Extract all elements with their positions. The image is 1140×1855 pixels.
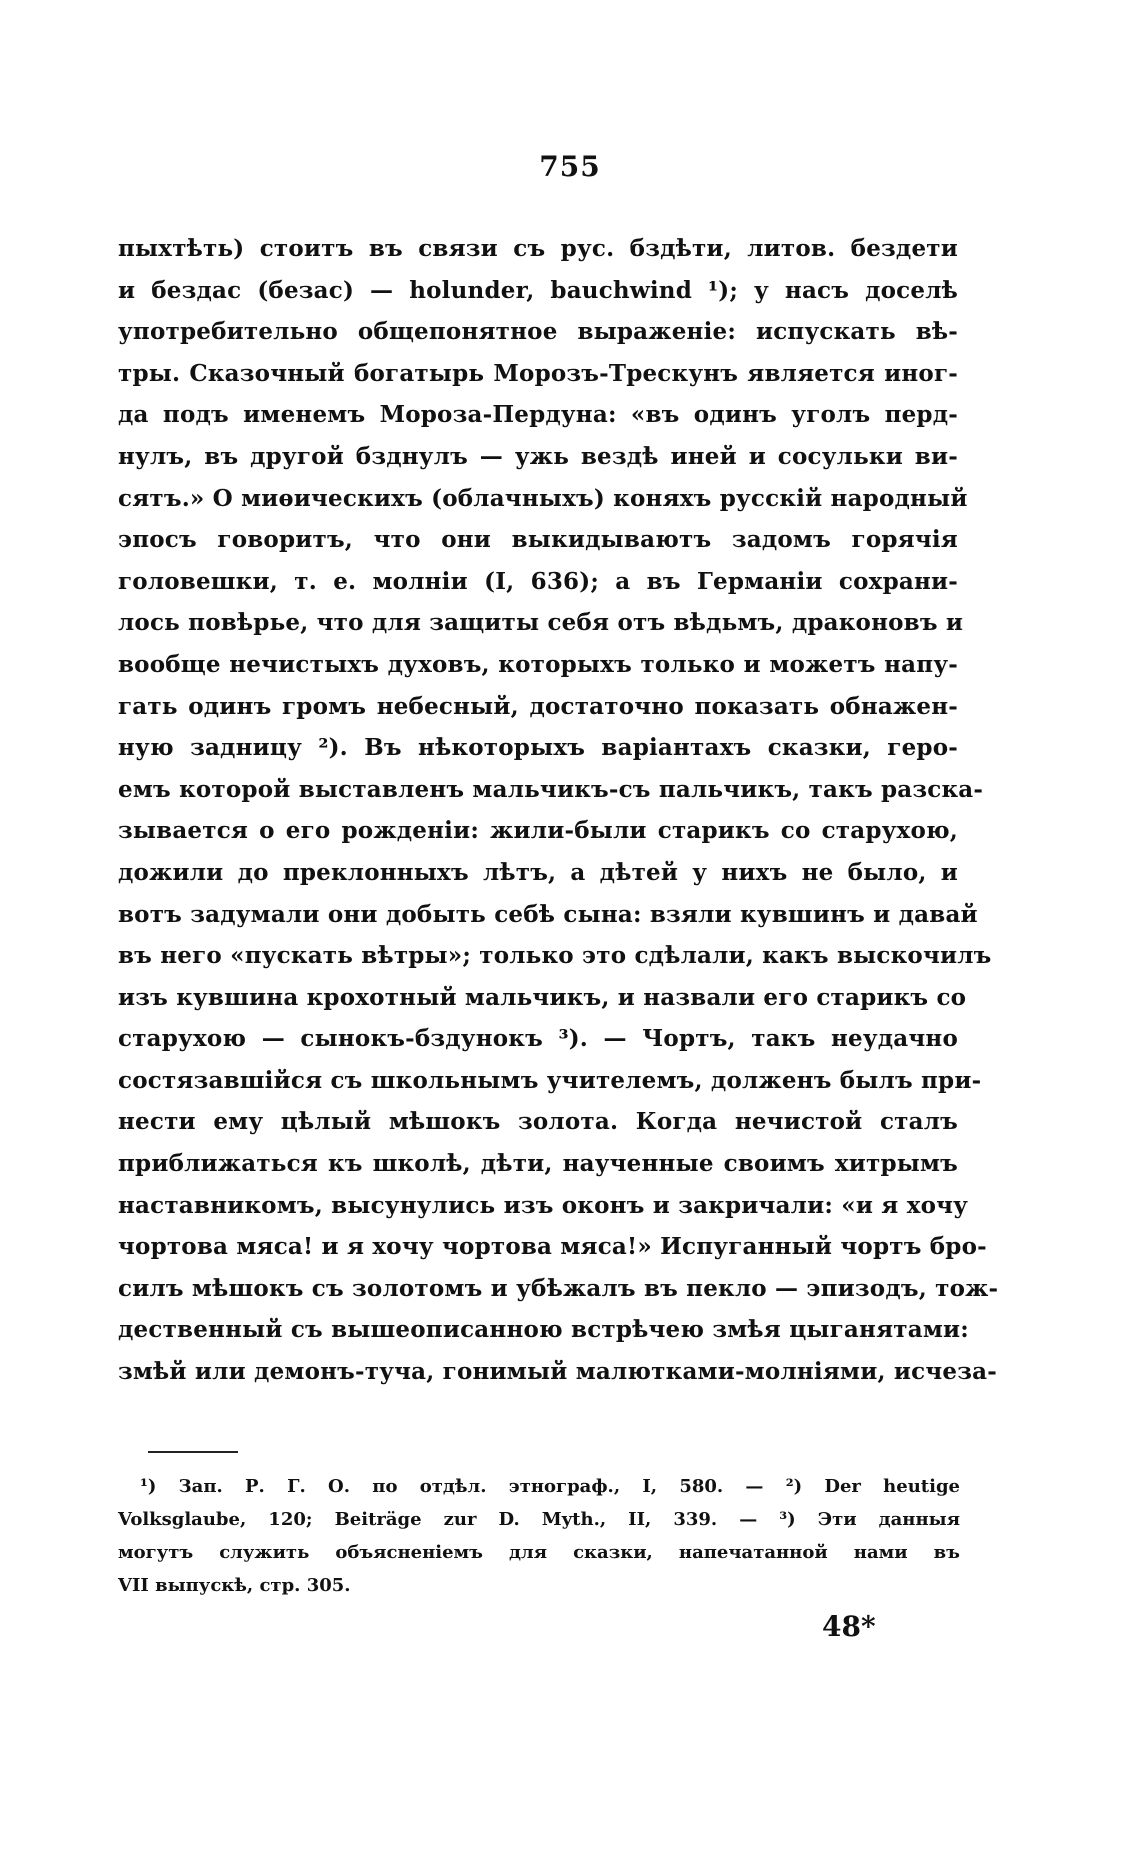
footnote-line: VII выпускѣ, стр. 305.	[118, 1575, 351, 1596]
text-line: головешки, т. е. молніи (I, 636); а въ Германіи сохрани-	[118, 567, 958, 595]
footnote-line: могутъ служить объясненіемъ для сказки, напечатанной нами въ	[118, 1542, 960, 1563]
text-line: старухою — сынокъ-бздунокъ ³). — Чортъ, такъ неудачно	[118, 1025, 958, 1053]
text-line: приближаться къ школѣ, дѣти, наученные своимъ хитрымъ	[118, 1150, 958, 1178]
text-line: тры. Сказочный богатырь Морозъ-Трескунъ является иног-	[118, 359, 958, 387]
text-line: изъ кувшина крохотный мальчикъ, и назвали его старикъ со	[118, 983, 967, 1011]
text-line: гать одинъ громъ небесный, достаточно показать обнажен-	[118, 692, 958, 720]
text-line: дожили до преклонныхъ лѣтъ, а дѣтей у нихъ не было, и	[118, 858, 958, 886]
text-line: змѣй или демонъ-туча, гонимый малютками-молніями, исчеза-	[118, 1358, 997, 1386]
text-line: сятъ.» О миѳическихъ (облачныхъ) коняхъ русскій народный	[118, 484, 968, 512]
footnote-line: ¹) Зап. Р. Г. О. по отдѣл. этнограф., I, 580. — ²) Der heutige	[140, 1476, 960, 1497]
footnote-line: Volksglaube, 120; Beiträge zur D. Myth., II, 339. — ³) Эти данныя	[118, 1509, 960, 1530]
footnotes	[118, 1470, 960, 1602]
footnote-rule	[148, 1451, 238, 1453]
text-line: ную задницу ²). Въ нѣкоторыхъ варіантахъ сказки, геро-	[118, 734, 958, 762]
text-line: да подъ именемъ Мороза-Пердуна: «въ одинъ уголъ перд-	[118, 401, 958, 429]
text-line: въ него «пускать вѣтры»; только это сдѣлали, какъ выскочилъ	[118, 942, 992, 970]
signature-mark: 48*	[822, 1610, 876, 1643]
text-line: состязавшійся съ школьнымъ учителемъ, долженъ былъ при-	[118, 1066, 982, 1094]
body-text	[118, 228, 999, 1393]
text-line: эпосъ говоритъ, что они выкидываютъ задомъ горячія	[118, 526, 958, 554]
text-line: вообще нечистыхъ духовъ, которыхъ только и можетъ напу-	[118, 650, 958, 678]
text-line: чортова мяса! и я хочу чортова мяса!» Испуганный чортъ бро-	[118, 1233, 987, 1261]
text-line: дественный съ вышеописанною встрѣчею змѣя цыганятами:	[118, 1316, 969, 1344]
text-line: вотъ задумали они добыть себѣ сына: взяли кувшинъ и давай	[118, 900, 978, 928]
text-line: емъ которой выставленъ мальчикъ-съ пальчикъ, такъ разска-	[118, 775, 984, 803]
text-line: нести ему цѣлый мѣшокъ золота. Когда нечистой сталъ	[118, 1108, 958, 1136]
text-line: употребительно общепонятное выраженіе: испускать вѣ-	[118, 318, 958, 346]
text-line: и бездас (безас) — holunder, bauchwind ¹); у насъ доселѣ	[118, 276, 958, 304]
text-line: пыхтѣть) стоитъ въ связи съ рус. бздѣти, литов. бездети	[118, 235, 958, 262]
text-line: лось повѣрье, что для защиты себя отъ вѣдьмъ, драконовъ и	[118, 609, 964, 637]
text-line: наставникомъ, высунулись изъ оконъ и закричали: «и я хочу	[118, 1191, 969, 1219]
page-number: 755	[539, 150, 601, 183]
text-line: нулъ, въ другой бзднулъ — ужь вездѣ иней и сосульки ви-	[118, 442, 958, 470]
text-line: силъ мѣшокъ съ золотомъ и убѣжалъ въ пекло — эпизодъ, тож-	[118, 1274, 999, 1302]
text-line: зывается о его рожденіи: жили-были старикъ со старухою,	[118, 817, 958, 845]
